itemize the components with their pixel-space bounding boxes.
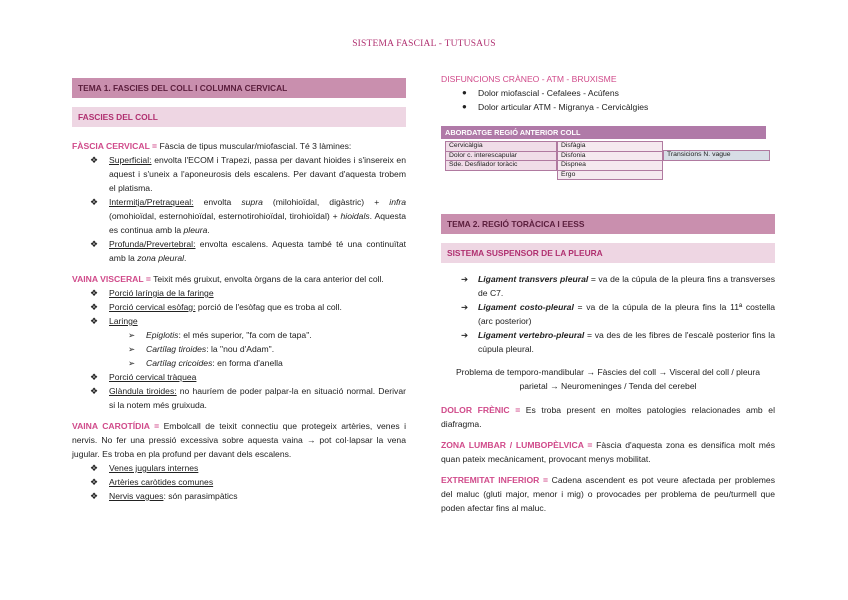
list-item: ● Dolor miofascial - Cefalees - Acúfens <box>462 88 619 98</box>
left-column <box>72 78 406 503</box>
vaina-visceral-paragraph: VAINA VISCERAL = Teixit més gruixut, envolta òrgans de la cara anterior del coll. <box>72 274 384 284</box>
diamond-bullet-icon: ❖ <box>90 477 99 487</box>
list-item: ❖ Superficial: envolta l'ECOM i Trapezi, passa per davant hioides i s'insereix en aquest i s'uneix a l'aponeurosis dels escalens. Per davant d'aquesta trobem el platisma. <box>90 155 406 193</box>
diamond-bullet-icon: ❖ <box>90 316 99 326</box>
abordatge-table <box>445 141 775 181</box>
diamond-bullet-icon: ❖ <box>90 288 99 298</box>
fascia-cervical-paragraph: FÀSCIA CERVICAL = Fàscia de tipus muscular/miofascial. Té 3 làmines: <box>72 141 352 151</box>
arrowhead-bullet-icon: ➢ <box>128 344 136 354</box>
sub-list-item: ➢ Cartílag cricoides: en forma d'anella <box>128 358 283 368</box>
right-column <box>441 72 775 515</box>
table-cell: Ergo <box>558 170 663 180</box>
list-item: ➔ Ligament vertebro-pleural = va des de les fibres de l'escalè posterior fins la cúpula pleural. <box>461 330 775 354</box>
table-cell: Disfonia <box>558 151 663 161</box>
table-cell: Sde. Desfilador toràcic <box>446 161 557 171</box>
list-item: ❖ Laringe <box>90 316 138 326</box>
list-item: ❖ Intermitja/Pretraqueal: envolta supra (milohioïdal, digàstric) + infra (omohioïdal, esternohioïdal, esternotirohioïdal, tirohioïdal) + hioidals. Aquesta es continua amb la pleura. <box>90 197 406 235</box>
disfuncions-heading: DISFUNCIONS CRÀNEO - ATM - BRUXISME <box>441 74 617 84</box>
sub-list-item: ➢ Cartílag tiroides: la "nou d'Adam". <box>128 344 275 354</box>
list-item: ❖ Nervis vagues: són parasimpàtics <box>90 491 238 501</box>
diamond-bullet-icon: ❖ <box>90 239 99 249</box>
list-item: ➔ Ligament transvers pleural = va de la cúpula de la pleura fins a transverses de C7. <box>461 274 775 298</box>
zona-lumbar-paragraph: ZONA LUMBAR / LUMBOPÈLVICA = Fàscia d'aquesta zona es densifica molt més quan pateix mecànicament, provocant menys mobilitat. <box>441 440 775 464</box>
table-cell: Cervicàlgia <box>446 142 557 152</box>
diamond-bullet-icon: ❖ <box>90 463 99 473</box>
dolor-frenic-paragraph: DOLOR FRÈNIC = Es troba present en moltes patologies relacionades amb el diafragma. <box>441 405 775 429</box>
tema1-heading: TEMA 1. FASCIES DEL COLL I COLUMNA CERVICAL <box>72 78 406 98</box>
list-item: ❖ Glàndula tiroides: no hauríem de poder palpar-la en situació normal. Derivar si la notem més gruixuda. <box>90 386 406 410</box>
table-cell: Disfàgia <box>558 142 663 152</box>
arrowhead-bullet-icon: ➢ <box>128 358 136 368</box>
sistema-suspensor-heading: SISTEMA SUSPENSOR DE LA PLEURA <box>441 243 775 263</box>
arrow-bullet-icon: ➔ <box>461 330 469 340</box>
arrow-bullet-icon: ➔ <box>461 274 469 284</box>
table-cell: Dispnea <box>558 161 663 171</box>
tema2-heading: TEMA 2. REGIÓ TORÀCICA I EESS <box>441 214 775 234</box>
dot-bullet-icon: ● <box>462 102 467 111</box>
problema-line-2: parietal → Neuromeninges / Tenda del cerebel <box>519 381 697 391</box>
list-item: ❖ Venes jugulars internes <box>90 463 199 473</box>
arrow-bullet-icon: ➔ <box>461 302 469 312</box>
table-cell: Dolor c. interescapular <box>446 151 557 161</box>
vaina-carotidia-paragraph: VAINA CAROTÍDIA = Embolcall de teixit connectiu que protegeix artèries, venes i nervis. No fer una pressió excessiva sobre aquesta vaina → pot col·lapsar la vena jugular. Es troba en pla profund per davant dels escalens. <box>72 421 406 459</box>
table-cell: Transicions N. vague <box>664 151 770 161</box>
diamond-bullet-icon: ❖ <box>90 491 99 501</box>
list-item: ❖ Porció laríngia de la faringe <box>90 288 214 298</box>
fascies-coll-heading: FASCIES DEL COLL <box>72 107 406 127</box>
list-item: ❖ Profunda/Prevertebral: envolta escalens. Aquesta també té una continuïtat amb la zona pleural. <box>90 239 406 263</box>
list-item: ● Dolor articular ATM - Migranya - Cervicàlgies <box>462 102 649 112</box>
document-title: SISTEMA FASCIAL - TUTUSAUS <box>352 39 496 49</box>
list-item: ❖ Porció cervical tràquea <box>90 372 197 382</box>
list-item: ❖ Artèries caròtides comunes <box>90 477 214 487</box>
sub-list-item: ➢ Epiglotis: el més superior, "fa com de tapa". <box>128 330 312 340</box>
diamond-bullet-icon: ❖ <box>90 197 99 207</box>
abordatge-heading: ABORDATGE REGIÓ ANTERIOR COLL <box>441 126 766 139</box>
diamond-bullet-icon: ❖ <box>90 302 99 312</box>
problema-line-1: Problema de temporo-mandibular → Fàscies del coll → Visceral del coll / pleura <box>455 367 761 377</box>
diamond-bullet-icon: ❖ <box>90 372 99 382</box>
list-item: ➔ Ligament costo-pleural = va de la cúpula de la pleura fins la 11ª costella (arc posterior) <box>461 302 775 326</box>
diamond-bullet-icon: ❖ <box>90 155 99 165</box>
arrowhead-bullet-icon: ➢ <box>128 330 136 340</box>
extremitat-inferior-paragraph: EXTREMITAT INFERIOR = Cadena ascendent es pot veure afectada per problemes del maluc (gluti major, menor i mig) o provocades per problema de peu/turmell que poden afectar fins al maluc. <box>441 475 775 513</box>
dot-bullet-icon: ● <box>462 88 467 97</box>
diamond-bullet-icon: ❖ <box>90 386 99 396</box>
list-item: ❖ Porció cervical esòfag: porció de l'esòfag que es troba al coll. <box>90 302 342 312</box>
